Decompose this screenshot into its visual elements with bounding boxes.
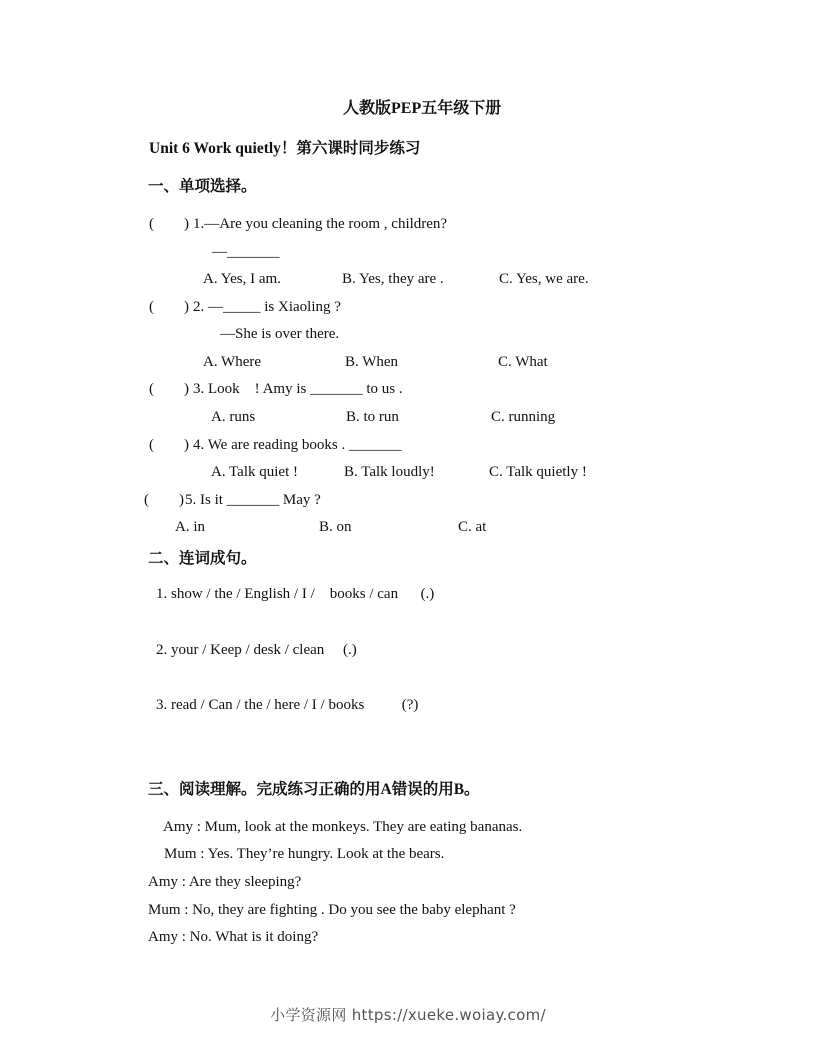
q2-stem: 2. —_____ is Xiaoling ? [193, 299, 341, 315]
q2-option-c: C. What [498, 354, 548, 370]
q2-answer-line: —She is over there. [220, 326, 340, 342]
q4-stem: 4. We are reading books . _______ [193, 437, 402, 453]
q2-option-b: B. When [345, 354, 399, 370]
q3-option-c: C. running [491, 409, 556, 425]
q3-answer-paren[interactable]: ( ) [149, 381, 189, 397]
q3-option-b: B. to run [346, 409, 399, 425]
q4-option-b: B. Talk loudly! [344, 464, 435, 480]
q5-option-a: A. in [175, 519, 205, 535]
q2-option-a: A. Where [203, 354, 262, 370]
q1-option-a: A. Yes, I am. [203, 271, 281, 287]
q1-stem: 1.—Are you cleaning the room , children? [193, 216, 448, 232]
q3-option-a: A. runs [211, 409, 256, 425]
q5-answer-paren[interactable]: ( ) [144, 492, 184, 508]
q1-option-c: C. Yes, we are. [499, 271, 589, 287]
reorder-item-2: 2. your / Keep / desk / clean (.) [156, 642, 357, 658]
q1-option-b: B. Yes, they are . [342, 271, 444, 287]
q1-answer-line: —_______ [212, 244, 280, 260]
q2-answer-paren[interactable]: ( ) [149, 299, 189, 315]
q1-answer-paren[interactable]: ( ) [149, 216, 189, 232]
dialogue-line-3: Amy : Are they sleeping? [148, 874, 302, 890]
q4-answer-paren[interactable]: ( ) [149, 437, 189, 453]
document-title: 人教版PEP五年级下册 [343, 100, 502, 117]
dialogue-line-2: Mum : Yes. They’re hungry. Look at the bears. [164, 846, 445, 862]
reorder-item-1: 1. show / the / English / I / books / can (.) [156, 586, 435, 602]
q5-option-b: B. on [319, 519, 352, 535]
footer-watermark: 小学资源网 https://xueke.woiay.com/ [270, 1006, 546, 1024]
q3-stem: 3. Look ! Amy is _______ to us . [193, 381, 403, 397]
dialogue-line-1: Amy : Mum, look at the monkeys. They are eating bananas. [163, 819, 523, 835]
section1-heading: 一、单项选择。 [148, 178, 257, 195]
q5-option-c: C. at [458, 519, 487, 535]
document-subtitle: Unit 6 Work quietly！第六课时同步练习 [149, 140, 421, 157]
q5-stem: 5. Is it _______ May ? [185, 492, 321, 508]
section2-heading: 二、连词成句。 [148, 550, 257, 567]
reorder-item-3: 3. read / Can / the / here / I / books (?) [156, 697, 419, 713]
dialogue-line-4: Mum : No, they are fighting . Do you see the baby elephant ? [148, 902, 516, 918]
dialogue-line-5: Amy : No. What is it doing? [148, 929, 319, 945]
q4-option-a: A. Talk quiet ! [211, 464, 298, 480]
q4-option-c: C. Talk quietly ! [489, 464, 587, 480]
section3-heading: 三、阅读理解。完成练习正确的用A错误的用B。 [148, 781, 480, 798]
